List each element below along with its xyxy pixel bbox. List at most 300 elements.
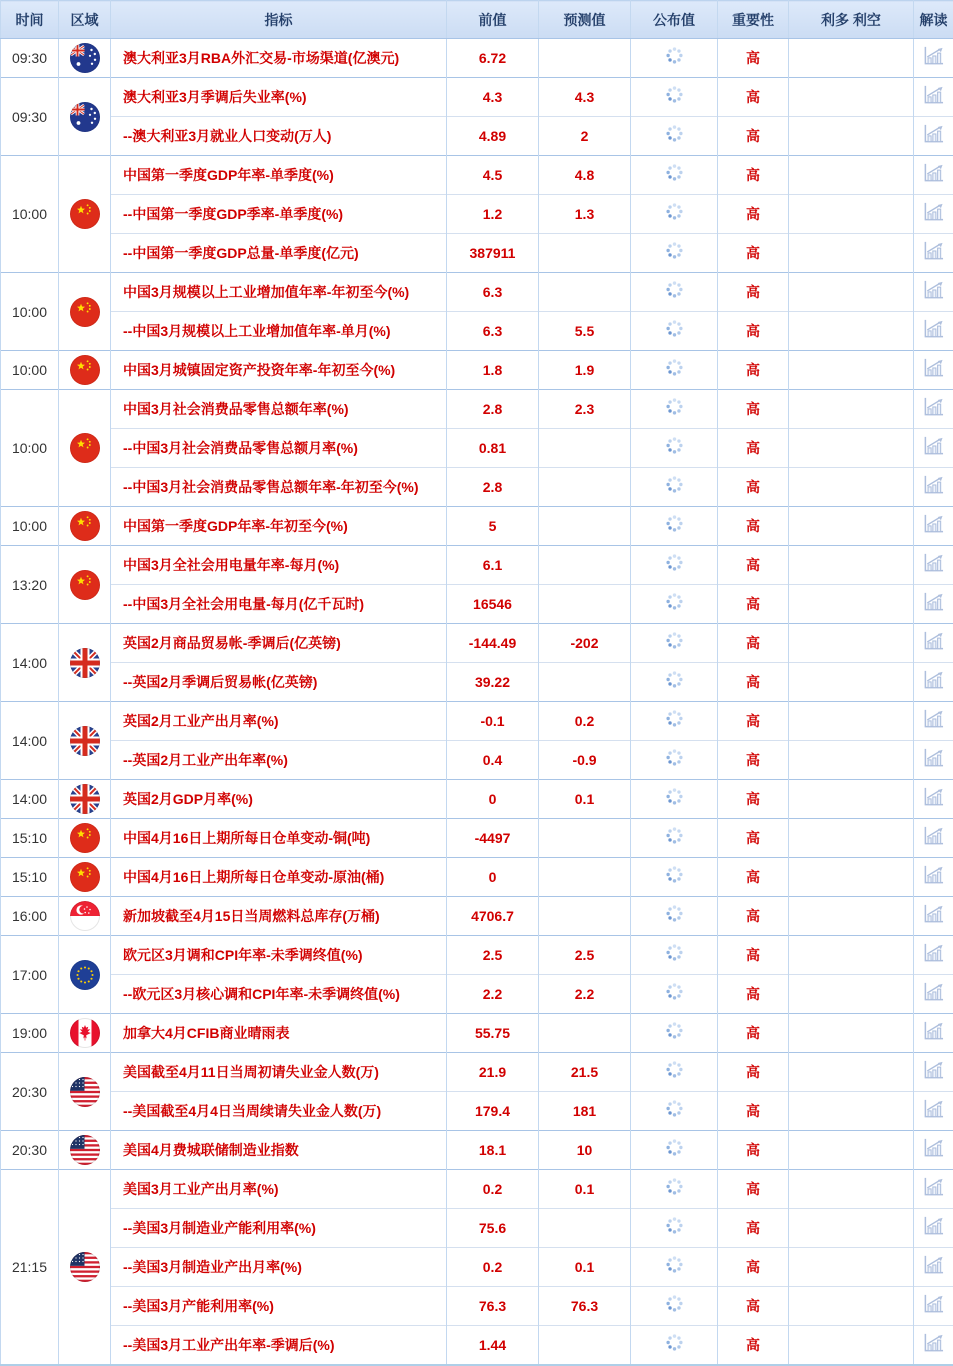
flag-usa-icon xyxy=(59,1077,110,1107)
table-row xyxy=(1,819,953,858)
importance-badge: 高 xyxy=(718,936,789,975)
region-cell xyxy=(59,936,111,1014)
interpret-chart-icon[interactable] xyxy=(922,630,945,651)
bull-bear-cell xyxy=(789,195,914,234)
loading-spinner-icon xyxy=(666,164,683,181)
interpret-chart-icon[interactable] xyxy=(922,123,945,144)
bull-bear-cell xyxy=(789,156,914,195)
indicator-label: --英国2月工业产出年率(%) xyxy=(111,741,447,780)
importance-badge: 高 xyxy=(718,1170,789,1209)
loading-spinner-icon xyxy=(666,749,683,766)
interpret-chart-icon[interactable] xyxy=(922,318,945,339)
flag-canada-icon xyxy=(59,1018,110,1048)
forecast-value: 0.1 xyxy=(539,1170,631,1209)
interpret-chart-icon[interactable] xyxy=(922,1176,945,1197)
interpret-chart-icon[interactable] xyxy=(922,747,945,768)
published-value-cell xyxy=(631,1248,718,1287)
forecast-value xyxy=(539,429,631,468)
interpret-cell[interactable] xyxy=(914,39,953,78)
importance-badge: 高 xyxy=(718,741,789,780)
interpret-cell[interactable] xyxy=(914,546,953,585)
published-value-cell xyxy=(631,156,718,195)
interpret-cell[interactable] xyxy=(914,741,953,780)
table-row xyxy=(1,546,953,585)
bull-bear-cell xyxy=(789,819,914,858)
importance-badge: 高 xyxy=(718,156,789,195)
table-row xyxy=(1,39,953,78)
interpret-chart-icon[interactable] xyxy=(922,669,945,690)
loading-spinner-icon xyxy=(666,1295,683,1312)
published-value-cell xyxy=(631,390,718,429)
forecast-value: 4.8 xyxy=(539,156,631,195)
indicator-label: 美国截至4月11日当周初请失业金人数(万) xyxy=(111,1053,447,1092)
interpret-cell[interactable] xyxy=(914,273,953,312)
published-value-cell xyxy=(631,117,718,156)
importance-badge: 高 xyxy=(718,702,789,741)
previous-value: 4.89 xyxy=(447,117,539,156)
forecast-value: 4.3 xyxy=(539,78,631,117)
time-cell: 10:00 xyxy=(1,507,59,546)
table-row xyxy=(1,195,953,234)
importance-badge: 高 xyxy=(718,1287,789,1326)
published-value-cell xyxy=(631,1287,718,1326)
forecast-value xyxy=(539,858,631,897)
indicator-label: --中国3月社会消费品零售总额月率(%) xyxy=(111,429,447,468)
published-value-cell xyxy=(631,351,718,390)
interpret-cell[interactable] xyxy=(914,1170,953,1209)
indicator-label: 美国4月费城联储制造业指数 xyxy=(111,1131,447,1170)
bull-bear-cell xyxy=(789,468,914,507)
table-row xyxy=(1,936,953,975)
loading-spinner-icon xyxy=(666,1178,683,1195)
flag-australia-icon xyxy=(59,102,110,132)
importance-badge: 高 xyxy=(718,1131,789,1170)
time-cell: 19:00 xyxy=(1,1014,59,1053)
col-header-published: 公布值 xyxy=(631,1,718,39)
published-value-cell xyxy=(631,429,718,468)
forecast-value: -202 xyxy=(539,624,631,663)
forecast-value: 0.1 xyxy=(539,1248,631,1287)
forecast-value xyxy=(539,507,631,546)
time-cell: 09:30 xyxy=(1,39,59,78)
importance-badge: 高 xyxy=(718,546,789,585)
forecast-value xyxy=(539,897,631,936)
forecast-value: 5.5 xyxy=(539,312,631,351)
region-cell xyxy=(59,156,111,273)
flag-china-icon xyxy=(59,297,110,327)
published-value-cell xyxy=(631,78,718,117)
interpret-chart-icon[interactable] xyxy=(922,552,945,573)
region-cell xyxy=(59,351,111,390)
time-cell: 10:00 xyxy=(1,390,59,507)
indicator-label: --中国第一季度GDP季率-单季度(%) xyxy=(111,195,447,234)
previous-value: 0.2 xyxy=(447,1170,539,1209)
col-header-time: 时间 xyxy=(1,1,59,39)
bull-bear-cell xyxy=(789,936,914,975)
interpret-cell[interactable] xyxy=(914,156,953,195)
interpret-chart-icon[interactable] xyxy=(922,474,945,495)
indicator-label: 中国4月16日上期所每日仓单变动-原油(桶) xyxy=(111,858,447,897)
table-row xyxy=(1,1209,953,1248)
importance-badge: 高 xyxy=(718,1053,789,1092)
bull-bear-cell xyxy=(789,429,914,468)
forecast-value: 0.1 xyxy=(539,780,631,819)
previous-value: -144.49 xyxy=(447,624,539,663)
table-row xyxy=(1,663,953,702)
importance-badge: 高 xyxy=(718,1248,789,1287)
flag-australia-icon xyxy=(59,43,110,73)
importance-badge: 高 xyxy=(718,624,789,663)
interpret-chart-icon[interactable] xyxy=(922,786,945,807)
forecast-value: 2 xyxy=(539,117,631,156)
interpret-cell[interactable] xyxy=(914,702,953,741)
published-value-cell xyxy=(631,1014,718,1053)
previous-value: 6.3 xyxy=(447,273,539,312)
loading-spinner-icon xyxy=(666,671,683,688)
importance-badge: 高 xyxy=(718,117,789,156)
interpret-chart-icon[interactable] xyxy=(922,942,945,963)
time-cell: 14:00 xyxy=(1,702,59,780)
interpret-chart-icon[interactable] xyxy=(922,435,945,456)
table-row xyxy=(1,1092,953,1131)
published-value-cell xyxy=(631,1053,718,1092)
interpret-chart-icon[interactable] xyxy=(922,201,945,222)
table-row xyxy=(1,273,953,312)
loading-spinner-icon xyxy=(666,1022,683,1039)
interpret-cell[interactable] xyxy=(914,1287,953,1326)
flag-usa-icon xyxy=(59,1135,110,1165)
indicator-label: --中国3月社会消费品零售总额年率-年初至今(%) xyxy=(111,468,447,507)
indicator-label: 英国2月GDP月率(%) xyxy=(111,780,447,819)
interpret-cell[interactable] xyxy=(914,1131,953,1170)
forecast-value: 1.9 xyxy=(539,351,631,390)
interpret-cell[interactable] xyxy=(914,780,953,819)
col-header-indicator: 指标 xyxy=(111,1,447,39)
forecast-value xyxy=(539,1014,631,1053)
interpret-cell[interactable] xyxy=(914,663,953,702)
published-value-cell xyxy=(631,546,718,585)
flag-eurozone-icon xyxy=(59,960,110,990)
time-cell: 13:20 xyxy=(1,546,59,624)
published-value-cell xyxy=(631,195,718,234)
time-cell: 16:00 xyxy=(1,897,59,936)
importance-badge: 高 xyxy=(718,195,789,234)
indicator-label: --美国3月产能利用率(%) xyxy=(111,1287,447,1326)
forecast-value xyxy=(539,663,631,702)
loading-spinner-icon xyxy=(666,398,683,415)
importance-badge: 高 xyxy=(718,312,789,351)
importance-badge: 高 xyxy=(718,975,789,1014)
interpret-chart-icon[interactable] xyxy=(922,1215,945,1236)
importance-badge: 高 xyxy=(718,858,789,897)
interpret-chart-icon[interactable] xyxy=(922,513,945,534)
interpret-cell[interactable] xyxy=(914,1092,953,1131)
indicator-label: 中国第一季度GDP年率-单季度(%) xyxy=(111,156,447,195)
forecast-value xyxy=(539,585,631,624)
region-cell xyxy=(59,819,111,858)
importance-badge: 高 xyxy=(718,468,789,507)
region-cell xyxy=(59,1014,111,1053)
table-row xyxy=(1,1131,953,1170)
forecast-value xyxy=(539,234,631,273)
importance-badge: 高 xyxy=(718,585,789,624)
interpret-cell[interactable] xyxy=(914,819,953,858)
previous-value: 4.5 xyxy=(447,156,539,195)
importance-badge: 高 xyxy=(718,390,789,429)
indicator-label: 中国3月规模以上工业增加值年率-年初至今(%) xyxy=(111,273,447,312)
interpret-chart-icon[interactable] xyxy=(922,1254,945,1275)
published-value-cell xyxy=(631,819,718,858)
region-cell xyxy=(59,546,111,624)
loading-spinner-icon xyxy=(666,905,683,922)
time-cell: 10:00 xyxy=(1,351,59,390)
previous-value: -0.1 xyxy=(447,702,539,741)
forecast-value: 0.2 xyxy=(539,702,631,741)
table-row xyxy=(1,429,953,468)
table-row xyxy=(1,702,953,741)
flag-uk-icon xyxy=(59,648,110,678)
importance-badge: 高 xyxy=(718,78,789,117)
interpret-chart-icon[interactable] xyxy=(922,903,945,924)
interpret-chart-icon[interactable] xyxy=(922,825,945,846)
interpret-cell[interactable] xyxy=(914,312,953,351)
bull-bear-cell xyxy=(789,390,914,429)
importance-badge: 高 xyxy=(718,351,789,390)
table-row xyxy=(1,780,953,819)
published-value-cell xyxy=(631,936,718,975)
previous-value: 179.4 xyxy=(447,1092,539,1131)
time-cell: 15:10 xyxy=(1,819,59,858)
bull-bear-cell xyxy=(789,234,914,273)
bull-bear-cell xyxy=(789,702,914,741)
col-header-interpret: 解读 xyxy=(914,1,953,39)
flag-uk-icon xyxy=(59,726,110,756)
indicator-label: 新加坡截至4月15日当周燃料总库存(万桶) xyxy=(111,897,447,936)
published-value-cell xyxy=(631,312,718,351)
previous-value: 6.72 xyxy=(447,39,539,78)
interpret-cell[interactable] xyxy=(914,117,953,156)
previous-value: 18.1 xyxy=(447,1131,539,1170)
previous-value: 76.3 xyxy=(447,1287,539,1326)
table-row xyxy=(1,1326,953,1366)
importance-badge: 高 xyxy=(718,273,789,312)
interpret-chart-icon[interactable] xyxy=(922,1137,945,1158)
region-cell xyxy=(59,858,111,897)
interpret-cell[interactable] xyxy=(914,585,953,624)
previous-value: 21.9 xyxy=(447,1053,539,1092)
interpret-cell[interactable] xyxy=(914,936,953,975)
interpret-cell[interactable] xyxy=(914,78,953,117)
interpret-chart-icon[interactable] xyxy=(922,357,945,378)
bull-bear-cell xyxy=(789,273,914,312)
indicator-label: --欧元区3月核心调和CPI年率-未季调终值(%) xyxy=(111,975,447,1014)
previous-value: 4706.7 xyxy=(447,897,539,936)
importance-badge: 高 xyxy=(718,1014,789,1053)
loading-spinner-icon xyxy=(666,983,683,1000)
interpret-cell[interactable] xyxy=(914,858,953,897)
importance-badge: 高 xyxy=(718,429,789,468)
forecast-value: 1.3 xyxy=(539,195,631,234)
forecast-value: 2.5 xyxy=(539,936,631,975)
importance-badge: 高 xyxy=(718,507,789,546)
indicator-label: --中国第一季度GDP总量-单季度(亿元) xyxy=(111,234,447,273)
interpret-cell[interactable] xyxy=(914,1209,953,1248)
loading-spinner-icon xyxy=(666,1100,683,1117)
interpret-cell[interactable] xyxy=(914,195,953,234)
table-row xyxy=(1,1248,953,1287)
loading-spinner-icon xyxy=(666,47,683,64)
loading-spinner-icon xyxy=(666,320,683,337)
table-row xyxy=(1,1014,953,1053)
flag-china-icon xyxy=(59,355,110,385)
previous-value: 387911 xyxy=(447,234,539,273)
bull-bear-cell xyxy=(789,39,914,78)
interpret-cell[interactable] xyxy=(914,351,953,390)
indicator-label: 英国2月工业产出月率(%) xyxy=(111,702,447,741)
interpret-chart-icon[interactable] xyxy=(922,240,945,261)
published-value-cell xyxy=(631,585,718,624)
bull-bear-cell xyxy=(789,312,914,351)
loading-spinner-icon xyxy=(666,827,683,844)
interpret-chart-icon[interactable] xyxy=(922,1059,945,1080)
bull-bear-cell xyxy=(789,117,914,156)
interpret-cell[interactable] xyxy=(914,429,953,468)
loading-spinner-icon xyxy=(666,593,683,610)
interpret-cell[interactable] xyxy=(914,507,953,546)
published-value-cell xyxy=(631,624,718,663)
loading-spinner-icon xyxy=(666,1334,683,1351)
previous-value: 39.22 xyxy=(447,663,539,702)
indicator-label: 欧元区3月调和CPI年率-未季调终值(%) xyxy=(111,936,447,975)
interpret-cell[interactable] xyxy=(914,897,953,936)
published-value-cell xyxy=(631,702,718,741)
previous-value: 0 xyxy=(447,858,539,897)
interpret-chart-icon[interactable] xyxy=(922,981,945,1002)
bull-bear-cell xyxy=(789,546,914,585)
interpret-chart-icon[interactable] xyxy=(922,396,945,417)
interpret-chart-icon[interactable] xyxy=(922,45,945,66)
table-row xyxy=(1,741,953,780)
forecast-value xyxy=(539,1209,631,1248)
indicator-label: --澳大利亚3月就业人口变动(万人) xyxy=(111,117,447,156)
indicator-label: 加拿大4月CFIB商业晴雨表 xyxy=(111,1014,447,1053)
bull-bear-cell xyxy=(789,585,914,624)
bull-bear-cell xyxy=(789,1092,914,1131)
table-row xyxy=(1,1287,953,1326)
published-value-cell xyxy=(631,975,718,1014)
interpret-chart-icon[interactable] xyxy=(922,591,945,612)
previous-value: 1.44 xyxy=(447,1326,539,1366)
indicator-label: 中国3月全社会用电量年率-每月(%) xyxy=(111,546,447,585)
flag-china-icon xyxy=(59,511,110,541)
previous-value: 2.5 xyxy=(447,936,539,975)
flag-usa-icon xyxy=(59,1252,110,1282)
bull-bear-cell xyxy=(789,975,914,1014)
forecast-value: 21.5 xyxy=(539,1053,631,1092)
indicator-label: --中国3月全社会用电量-每月(亿千瓦时) xyxy=(111,585,447,624)
interpret-chart-icon[interactable] xyxy=(922,162,945,183)
interpret-chart-icon[interactable] xyxy=(922,864,945,885)
loading-spinner-icon xyxy=(666,86,683,103)
loading-spinner-icon xyxy=(666,944,683,961)
region-cell xyxy=(59,78,111,156)
region-cell xyxy=(59,624,111,702)
indicator-label: 中国3月城镇固定资产投资年率-年初至今(%) xyxy=(111,351,447,390)
interpret-cell[interactable] xyxy=(914,975,953,1014)
bull-bear-cell xyxy=(789,741,914,780)
flag-china-icon xyxy=(59,823,110,853)
region-cell xyxy=(59,780,111,819)
interpret-cell[interactable] xyxy=(914,234,953,273)
published-value-cell xyxy=(631,780,718,819)
importance-badge: 高 xyxy=(718,1326,789,1366)
col-header-importance: 重要性 xyxy=(718,1,789,39)
forecast-value xyxy=(539,1326,631,1366)
interpret-cell[interactable] xyxy=(914,1053,953,1092)
table-row xyxy=(1,624,953,663)
table-row xyxy=(1,156,953,195)
previous-value: 5 xyxy=(447,507,539,546)
bull-bear-cell xyxy=(789,1014,914,1053)
bull-bear-cell xyxy=(789,1131,914,1170)
flag-singapore-icon xyxy=(59,901,110,931)
forecast-value xyxy=(539,819,631,858)
interpret-cell[interactable] xyxy=(914,624,953,663)
forecast-value: 2.3 xyxy=(539,390,631,429)
interpret-cell[interactable] xyxy=(914,390,953,429)
loading-spinner-icon xyxy=(666,515,683,532)
table-row xyxy=(1,351,953,390)
col-header-previous: 前值 xyxy=(447,1,539,39)
time-cell: 09:30 xyxy=(1,78,59,156)
bull-bear-cell xyxy=(789,507,914,546)
importance-badge: 高 xyxy=(718,663,789,702)
forecast-value xyxy=(539,546,631,585)
region-cell xyxy=(59,507,111,546)
table-row xyxy=(1,897,953,936)
published-value-cell xyxy=(631,741,718,780)
bull-bear-cell xyxy=(789,624,914,663)
importance-badge: 高 xyxy=(718,780,789,819)
published-value-cell xyxy=(631,1326,718,1366)
loading-spinner-icon xyxy=(666,242,683,259)
interpret-chart-icon[interactable] xyxy=(922,1293,945,1314)
indicator-label: --英国2月季调后贸易帐(亿英镑) xyxy=(111,663,447,702)
interpret-cell[interactable] xyxy=(914,1326,953,1366)
bull-bear-cell xyxy=(789,1053,914,1092)
interpret-chart-icon[interactable] xyxy=(922,1332,945,1353)
interpret-chart-icon[interactable] xyxy=(922,708,945,729)
interpret-cell[interactable] xyxy=(914,468,953,507)
interpret-chart-icon[interactable] xyxy=(922,1098,945,1119)
interpret-chart-icon[interactable] xyxy=(922,84,945,105)
forecast-value: 181 xyxy=(539,1092,631,1131)
interpret-chart-icon[interactable] xyxy=(922,279,945,300)
interpret-chart-icon[interactable] xyxy=(922,1020,945,1041)
interpret-cell[interactable] xyxy=(914,1014,953,1053)
table-row xyxy=(1,585,953,624)
published-value-cell xyxy=(631,858,718,897)
interpret-cell[interactable] xyxy=(914,1248,953,1287)
indicator-label: 中国4月16日上期所每日仓单变动-铜(吨) xyxy=(111,819,447,858)
bull-bear-cell xyxy=(789,351,914,390)
published-value-cell xyxy=(631,1131,718,1170)
published-value-cell xyxy=(631,1092,718,1131)
region-cell xyxy=(59,702,111,780)
region-cell xyxy=(59,273,111,351)
indicator-label: 中国3月社会消费品零售总额年率(%) xyxy=(111,390,447,429)
table-row xyxy=(1,858,953,897)
